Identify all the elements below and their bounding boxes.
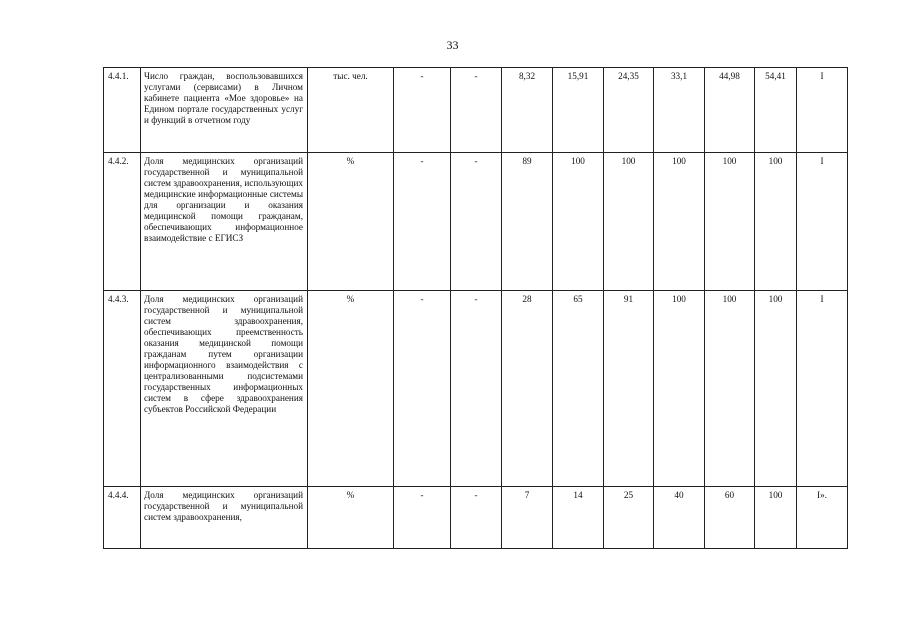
last-cell: I — [797, 153, 848, 291]
table-row — [104, 68, 848, 153]
table-row — [104, 291, 848, 487]
value-cell: 7 — [502, 487, 553, 549]
indicator-name: Число граждан, воспользовавшихся услугами (сервисами) в Личном кабинете пациента «Мое здоровье» на Едином портале государственных услуг и функций в отчетном году — [141, 68, 308, 153]
row-number: 4.4.3. — [104, 291, 141, 487]
unit-cell: % — [308, 487, 394, 549]
unit-cell: % — [308, 153, 394, 291]
value-cell: - — [451, 68, 502, 153]
indicators-table — [103, 67, 848, 549]
value-cell: 89 — [502, 153, 553, 291]
value-cell: 54,41 — [755, 68, 797, 153]
indicator-name: Доля медицинских организаций государственной и муниципальной систем здравоохранения, — [141, 487, 308, 549]
value-cell: 44,98 — [705, 68, 755, 153]
last-cell: I». — [797, 487, 848, 549]
value-cell: - — [451, 487, 502, 549]
row-number: 4.4.2. — [104, 153, 141, 291]
value-cell: 100 — [755, 153, 797, 291]
value-cell: - — [451, 153, 502, 291]
value-cell: 100 — [654, 153, 705, 291]
row-number: 4.4.1. — [104, 68, 141, 153]
page-number: 33 — [446, 38, 459, 52]
value-cell: 91 — [604, 291, 654, 487]
value-cell: 100 — [705, 291, 755, 487]
value-cell: 100 — [755, 291, 797, 487]
value-cell: 40 — [654, 487, 705, 549]
value-cell: 100 — [553, 153, 604, 291]
value-cell: 100 — [755, 487, 797, 549]
value-cell: 100 — [705, 153, 755, 291]
table-row — [104, 153, 848, 291]
value-cell: 28 — [502, 291, 553, 487]
indicator-name: Доля медицинских организаций государственной и муниципальной систем здравоохранения, использующих медицинские информационные системы для организации и оказания медицинской помощи гражданам, обеспечивающих информационное взаимодействие с ЕГИСЗ — [141, 153, 308, 291]
value-cell: 60 — [705, 487, 755, 549]
value-cell: - — [394, 487, 451, 549]
unit-cell: % — [308, 291, 394, 487]
value-cell: - — [394, 291, 451, 487]
value-cell: - — [394, 153, 451, 291]
value-cell: - — [394, 68, 451, 153]
last-cell: I — [797, 68, 848, 153]
last-cell: I — [797, 291, 848, 487]
value-cell: 33,1 — [654, 68, 705, 153]
value-cell: 100 — [604, 153, 654, 291]
indicator-name: Доля медицинских организаций государственной и муниципальной систем здравоохранения, обеспечивающих преемственность оказания медицинской помощи гражданам путем организации информационного взаимодействия с централизованными подсистемами государственных информационных систем в сфере здравоохранения субъектов Российской Федерации — [141, 291, 308, 487]
row-number: 4.4.4. — [104, 487, 141, 549]
value-cell: 14 — [553, 487, 604, 549]
value-cell: 65 — [553, 291, 604, 487]
value-cell: 15,91 — [553, 68, 604, 153]
table-row — [104, 487, 848, 549]
unit-cell: тыс. чел. — [308, 68, 394, 153]
value-cell: 25 — [604, 487, 654, 549]
value-cell: 24,35 — [604, 68, 654, 153]
value-cell: - — [451, 291, 502, 487]
value-cell: 100 — [654, 291, 705, 487]
value-cell: 8,32 — [502, 68, 553, 153]
